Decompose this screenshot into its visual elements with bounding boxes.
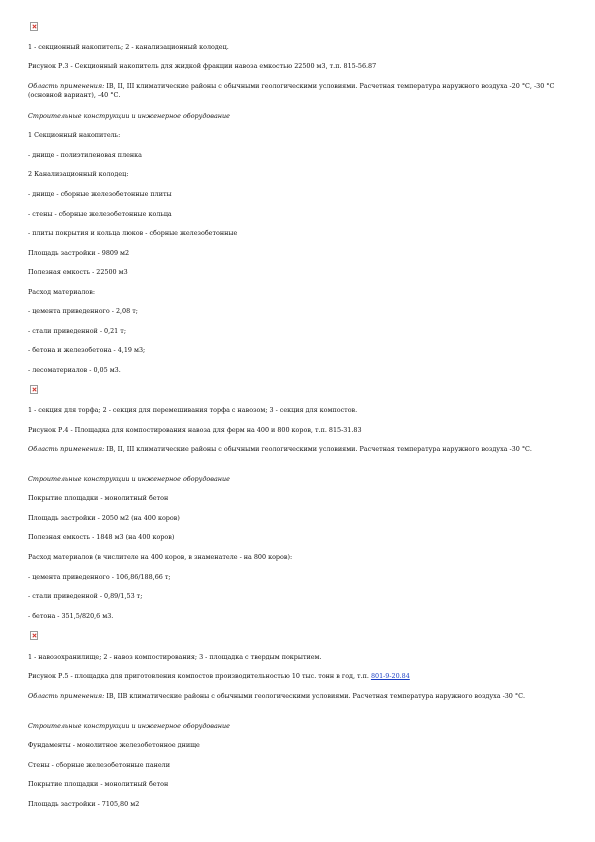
text-line: Площадь застройки - 9809 м2 — [28, 249, 130, 257]
figure-caption-2: 1 - секция для торфа; 2 - секция для перемешивания торфа с навозом; 3 - секция для компостов. — [28, 406, 358, 414]
broken-image-icon — [30, 22, 38, 31]
text-line: - стали приведенной - 0,21 т; — [28, 327, 126, 335]
text-line: 1 Секционный накопитель: — [28, 131, 121, 139]
text-line: - стали приведенной - 0,89/1,53 т; — [28, 592, 143, 600]
text-line: - лесоматериалов - 0,05 м3. — [28, 366, 121, 374]
text-line: Расход материалов: — [28, 288, 96, 296]
standard-project-link[interactable]: 801-9-20.84 — [370, 672, 410, 680]
broken-image-icon — [30, 385, 38, 394]
text-line: Покрытие площадки - монолитный бетон — [28, 494, 169, 502]
figure-title-3 — [28, 672, 573, 681]
text-line: - плиты покрытия и кольца люков - сборные железобетонные — [28, 229, 238, 237]
scope-text-2: IB, II, III климатические районы с обычными геологическими условиями. Расчетная температура наружного воздуха -30 °С. — [104, 445, 532, 453]
text-line: - цемента приведенного - 2,08 т; — [28, 307, 138, 315]
text-line: Расход материалов (в числителе на 400 коров, в знаменателе - на 800 коров): — [28, 553, 293, 561]
text-line: Полезная емкость - 22500 м3 — [28, 268, 128, 276]
text-line: - днище - сборные железобетонные плиты — [28, 190, 172, 198]
text-line: - бетона - 351,5/820,6 м3. — [28, 612, 114, 620]
broken-image-icon — [30, 631, 38, 640]
section-heading-3: Строительные конструкции и инженерное оборудование — [28, 722, 230, 730]
text-line: Площадь застройки - 7105,80 м2 — [28, 800, 140, 808]
text-line: - днище - полиэтиленовая пленка — [28, 151, 142, 159]
text-line: Площадь застройки - 2050 м2 (на 400 коров) — [28, 514, 180, 522]
text-line: Фундаменты - монолитное железобетонное днище — [28, 741, 200, 749]
figure-caption-1: 1 - секционный накопитель; 2 - канализационный колодец. — [28, 43, 229, 51]
scope-3 — [28, 692, 573, 701]
scope-label-1: Область применения: — [28, 82, 105, 90]
text-line: Покрытие площадки - монолитный бетон — [28, 780, 169, 788]
figure-title-2: Рисунок Р.4 - Площадка для компостирования навоза для ферм на 400 и 800 коров, т.п. 815-31.83 — [28, 426, 362, 434]
text-line: - стены - сборные железобетонные кольца — [28, 210, 172, 218]
scope-label-3: Область применения: — [28, 692, 105, 700]
section-heading-2: Строительные конструкции и инженерное оборудование — [28, 475, 230, 483]
scope-label-2: Область применения: — [28, 445, 105, 453]
scope-2 — [28, 445, 573, 454]
text-line: - цемента приведенного - 106,86/188,66 т; — [28, 573, 171, 581]
text-line: Полезная емкость - 1848 м3 (на 400 коров) — [28, 533, 175, 541]
scope-text-3: IB, IIB климатические районы с обычными геологическими условиями. Расчетная температура наружного воздуха -30 °С. — [104, 692, 526, 700]
section-heading-1: Строительные конструкции и инженерное оборудование — [28, 112, 230, 120]
scope-1 — [28, 82, 573, 99]
figure-title-1: Рисунок Р.3 - Секционный накопитель для жидкой фракции навоза емкостью 22500 м3, т.п. 815-56.87 — [28, 62, 377, 70]
scope-text-1: IB, II, III климатические районы с обычными геологическими условиями. Расчетная температура наружного воздуха -20 °С, -30 °С (основной вариант), -40 °С. — [28, 82, 555, 99]
text-line: Стены - сборные железобетонные панели — [28, 761, 170, 769]
figure-caption-3: 1 - навозохранилище; 2 - навоз компостирования; 3 - площадка с твердым покрытием. — [28, 653, 322, 661]
text-line: - бетона и железобетона - 4,19 м3; — [28, 346, 146, 354]
text-line: 2 Канализационный колодец: — [28, 170, 129, 178]
figure-title-3-text: Рисунок Р.5 - площадка для приготовления компостов производительностью 10 тыс. тонн в год, т.п. — [28, 672, 371, 680]
